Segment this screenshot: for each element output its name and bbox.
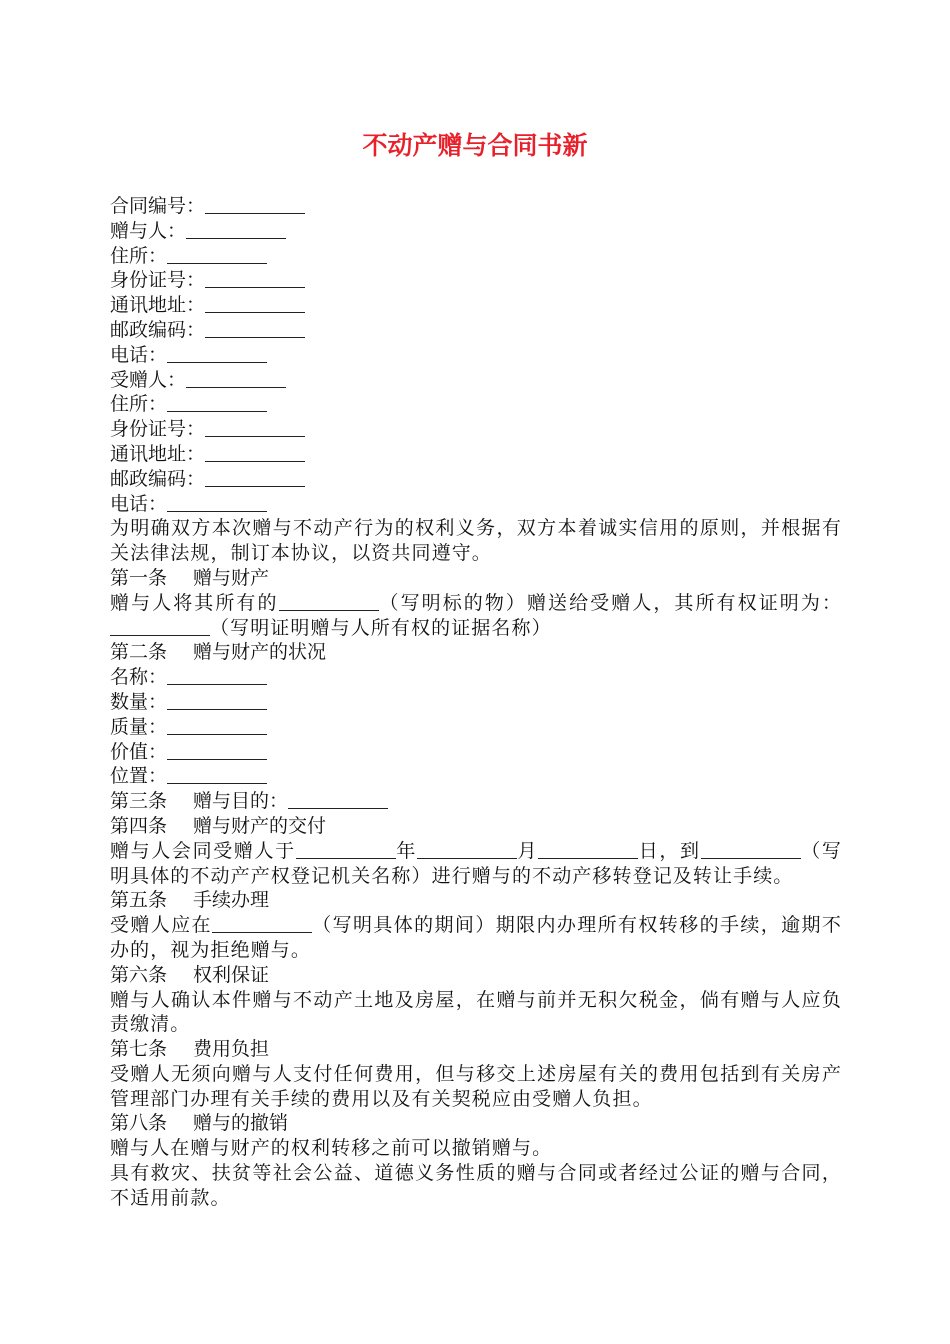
property-location-field: [110, 764, 842, 789]
article-8-heading: [110, 1111, 842, 1136]
property-quantity-label: 数量：: [110, 690, 168, 713]
property-name-blank[interactable]: [167, 665, 267, 685]
article-3-number: 第三条: [110, 790, 168, 813]
article-5-text-b: （写明具体的期间）期限内办理所有权转移的手续，逾期不办的，视为拒绝赠与。: [110, 914, 842, 961]
property-value-label: 价值：: [110, 740, 168, 763]
article-4-text-a: 赠与人会同受赠人于: [110, 839, 296, 862]
property-value-field: [110, 740, 842, 765]
donee-address-label: 住所：: [110, 393, 168, 416]
delivery-year-blank[interactable]: [296, 839, 396, 859]
article-6-number: 第六条: [110, 963, 168, 986]
donee-mail-address-blank[interactable]: [205, 442, 305, 462]
donee-address-field: [110, 392, 842, 417]
donor-address-field: [110, 244, 842, 269]
donee-postcode-label: 邮政编码：: [110, 467, 206, 490]
delivery-day-blank[interactable]: [538, 839, 638, 859]
donor-phone-field: [110, 343, 842, 368]
article-6-heading: [110, 963, 842, 988]
donee-address-blank[interactable]: [167, 392, 267, 412]
donee-id-blank[interactable]: [205, 417, 305, 437]
article-2-name: 赠与财产的状况: [193, 641, 327, 664]
article-3-heading: [110, 789, 842, 814]
article-6-name: 权利保证: [193, 963, 270, 986]
article-1-object-blank[interactable]: [279, 591, 379, 611]
donor-mail-address-label: 通讯地址：: [110, 294, 206, 317]
article-8-paragraph-2: 具有救灾、扶贫等社会公益、道德义务性质的赠与合同或者经过公证的赠与合同，不适用前款。: [110, 1162, 842, 1209]
article-8-name: 赠与的撤销: [193, 1112, 289, 1135]
delivery-month-blank[interactable]: [417, 839, 517, 859]
article-8-number: 第八条: [110, 1112, 168, 1135]
donor-postcode-label: 邮政编码：: [110, 318, 206, 341]
donee-phone-label: 电话：: [110, 492, 168, 515]
donee-phone-field: [110, 492, 842, 517]
donor-field: [110, 219, 842, 244]
property-location-blank[interactable]: [167, 764, 267, 784]
donor-postcode-field: [110, 318, 842, 343]
article-8-paragraph-1: 赠与人在赠与财产的权利转移之前可以撤销赠与。: [110, 1137, 553, 1160]
contract-number-blank[interactable]: [205, 194, 305, 214]
donee-postcode-blank[interactable]: [205, 467, 305, 487]
document-title: 不动产赠与合同书新: [362, 131, 588, 160]
donor-phone-blank[interactable]: [167, 343, 267, 363]
article-5-name: 手续办理: [193, 889, 270, 912]
property-quality-blank[interactable]: [167, 715, 267, 735]
article-1-name: 赠与财产: [193, 566, 270, 589]
article-1-paragraph: [110, 591, 842, 641]
article-3-name: 赠与目的：: [193, 790, 289, 813]
article-1-text-c: （写明证明赠与人所有权的证据名称）: [210, 616, 552, 639]
contract-number-field: [110, 194, 842, 219]
article-2-number: 第二条: [110, 641, 168, 664]
article-1-proof-blank[interactable]: [110, 616, 210, 636]
article-4-text-b: （写明具体的不动产产权登记机关名称）进行赠与的不动产移转登记及转让手续。: [110, 839, 842, 887]
article-7-paragraph: 受赠人无须向赠与人支付任何费用，但与移交上述房屋有关的费用包括到有关房产管理部门办理有关手续的费用以及有关契税应由受赠人负担。: [110, 1062, 842, 1110]
article-4-name: 赠与财产的交付: [193, 814, 327, 837]
article-1-heading: [110, 566, 842, 591]
article-4-paragraph: [110, 839, 842, 889]
article-4-heading: [110, 814, 842, 839]
article-5-heading: [110, 888, 842, 913]
article-7-name: 费用负担: [193, 1038, 270, 1061]
donor-id-field: [110, 268, 842, 293]
donor-blank[interactable]: [186, 219, 286, 239]
property-value-blank[interactable]: [167, 740, 267, 760]
donee-phone-blank[interactable]: [167, 492, 267, 512]
donor-phone-label: 电话：: [110, 343, 168, 366]
property-name-label: 名称：: [110, 666, 168, 689]
donee-postcode-field: [110, 467, 842, 492]
purpose-blank[interactable]: [288, 789, 388, 809]
intro-paragraph: 为明确双方本次赠与不动产行为的权利义务，双方本着诚实信用的原则，并根据有关法律法规，制订本协议，以资共同遵守。: [110, 517, 842, 565]
article-4-number: 第四条: [110, 814, 168, 837]
article-5-text-a: 受赠人应在: [110, 914, 212, 937]
article-4-day: 日，到: [638, 839, 701, 862]
article-1-text-a: 赠与人将其所有的: [110, 591, 279, 614]
donee-mail-address-field: [110, 442, 842, 467]
donee-id-label: 身份证号：: [110, 418, 206, 441]
property-quality-field: [110, 715, 842, 740]
donee-label: 受赠人：: [110, 368, 187, 391]
property-quantity-blank[interactable]: [167, 690, 267, 710]
property-location-label: 位置：: [110, 765, 168, 788]
donor-id-blank[interactable]: [205, 268, 305, 288]
property-quantity-field: [110, 690, 842, 715]
article-6-paragraph: 赠与人确认本件赠与不动产土地及房屋，在赠与前并无积欠税金，倘有赠与人应负责缴清。: [110, 988, 842, 1036]
article-7-heading: [110, 1037, 842, 1062]
property-name-field: [110, 665, 842, 690]
article-7-number: 第七条: [110, 1038, 168, 1061]
donor-id-label: 身份证号：: [110, 269, 206, 292]
article-4-year: 年: [395, 839, 418, 862]
donor-mail-address-blank[interactable]: [205, 293, 305, 313]
donor-address-blank[interactable]: [167, 244, 267, 264]
article-1-number: 第一条: [110, 566, 168, 589]
donor-postcode-blank[interactable]: [205, 318, 305, 338]
donee-field: [110, 368, 842, 393]
article-5-paragraph: [110, 913, 842, 963]
article-5-number: 第五条: [110, 889, 168, 912]
donor-mail-address-field: [110, 293, 842, 318]
document-body: [110, 194, 842, 1211]
donor-label: 赠与人：: [110, 219, 187, 242]
donor-address-label: 住所：: [110, 244, 168, 267]
article-4-month: 月: [517, 839, 539, 862]
donee-id-field: [110, 417, 842, 442]
donee-blank[interactable]: [186, 368, 286, 388]
article-2-heading: [110, 640, 842, 665]
article-1-text-b: （写明标的物）赠送给受赠人，其所有权证明为：: [378, 591, 842, 614]
contract-number-label: 合同编号：: [110, 195, 206, 217]
registry-office-blank[interactable]: [701, 839, 801, 859]
transfer-period-blank[interactable]: [212, 913, 312, 933]
donee-mail-address-label: 通讯地址：: [110, 442, 206, 465]
property-quality-label: 质量：: [110, 715, 168, 738]
